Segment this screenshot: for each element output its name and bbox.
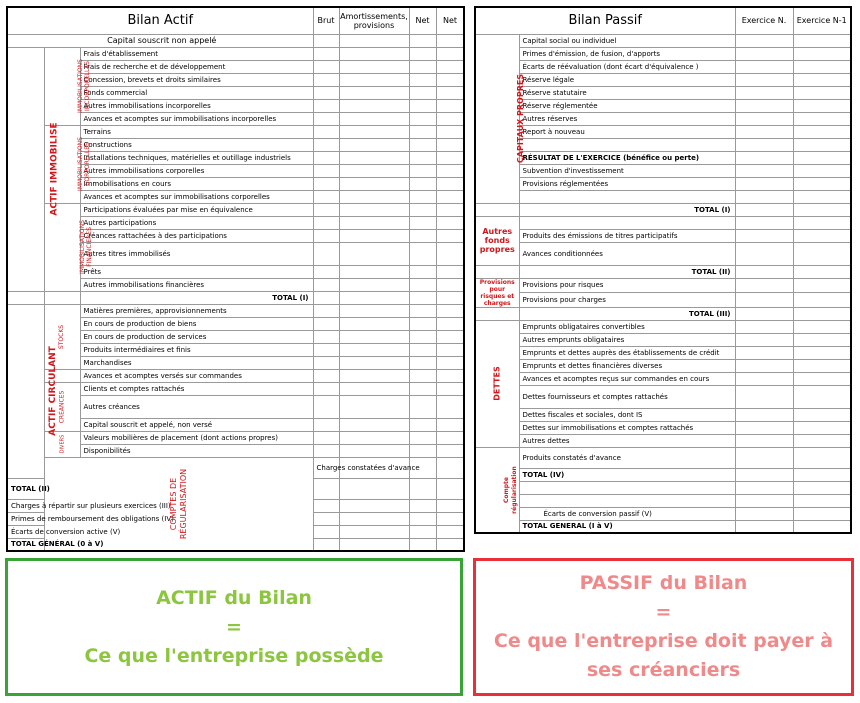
actif-row: Créances rattachées à des participations: [80, 229, 313, 242]
passif-total-3: TOTAL (III): [519, 307, 735, 320]
passif-total-4: TOTAL (IV): [519, 468, 735, 481]
actif-row: Primes de remboursement des obligations (IV): [7, 512, 44, 525]
actif-row: Autres créances: [80, 395, 313, 418]
passif-summary-equals: =: [655, 601, 672, 623]
section-compte-regularisation: Compte régularisation: [475, 447, 519, 533]
section-comptes-regularisation: COMPTES DE RÉGULARISATION: [44, 457, 313, 551]
actif-summary-equals: =: [226, 615, 242, 638]
passif-row: Autres emprunts obligataires: [519, 333, 735, 346]
actif-title: Bilan Actif: [7, 7, 313, 34]
passif-row: Dettes fournisseurs et comptes rattachés: [519, 385, 735, 408]
actif-row: Fonds commercial: [80, 86, 313, 99]
passif-row: Emprunts et dettes auprès des établissements de crédit: [519, 346, 735, 359]
passif-row: Réserve légale: [519, 73, 735, 86]
passif-row: Provisions pour charges: [519, 293, 735, 308]
passif-row: Avances et acomptes reçus sur commandes en cours: [519, 372, 735, 385]
passif-row: Capital social ou individuel: [519, 34, 735, 47]
actif-row: Marchandises: [80, 356, 313, 369]
col-net: Net: [409, 7, 436, 34]
actif-row: Installations techniques, matérielles et outillage industriels: [80, 151, 313, 164]
actif-row: Disponibilités: [80, 444, 313, 457]
sub-stocks: STOCKS: [44, 304, 80, 369]
actif-row: Autres participations: [80, 216, 313, 229]
col-brut: Brut: [313, 7, 339, 34]
actif-row: Produits intermédiaires et finis: [80, 343, 313, 356]
sub-corporelles: IMMOBILISATIONS CORPORELLES: [44, 125, 80, 203]
actif-row: Prêts: [80, 265, 313, 278]
passif-row: Emprunts et dettes financières diverses: [519, 359, 735, 372]
actif-row: Autres immobilisations corporelles: [80, 164, 313, 177]
actif-row: Autres immobilisations incorporelles: [80, 99, 313, 112]
actif-row: Terrains: [80, 125, 313, 138]
passif-row: Produits constatés d'avance: [519, 447, 735, 468]
passif-row: Écarts de réévaluation (dont écart d'équivalence ): [519, 60, 735, 73]
actif-row: Avances et acomptes sur immobilisations incorporelles: [80, 112, 313, 125]
col-net-n1: Net: [436, 7, 464, 34]
passif-row: Produits des émissions de titres participatifs: [519, 229, 735, 242]
sub-financieres: IMMOBILISATIONS FINANCIERES: [44, 203, 80, 291]
passif-row: Dettes fiscales et sociales, dont IS: [519, 408, 735, 421]
actif-row: Participations évaluées par mise en équivalence: [80, 203, 313, 216]
actif-row: Capital souscrit et appelé, non versé: [80, 418, 313, 431]
section-dettes: DETTES: [475, 320, 519, 447]
col-exercice-n: Exercice N.: [735, 7, 793, 34]
passif-summary-title: PASSIF du Bilan: [579, 572, 748, 594]
actif-row: En cours de production de biens: [80, 317, 313, 330]
actif-row: Écarts de conversion active (V): [7, 525, 44, 538]
actif-row: Avances et acomptes versés sur commandes: [80, 369, 313, 382]
actif-row: Autres immobilisations financières: [80, 278, 313, 291]
actif-summary-title: ACTIF du Bilan: [156, 586, 312, 609]
passif-row: Emprunts obligataires convertibles: [519, 320, 735, 333]
section-actif-circulant: ACTIF CIRCULANT: [7, 304, 44, 478]
sub-divers: DIVERS: [44, 431, 80, 457]
passif-summary-box: [473, 558, 854, 696]
actif-summary-box: [5, 558, 463, 696]
passif-row: Dettes sur immobilisations et comptes rattachés: [519, 421, 735, 434]
actif-row: Frais de recherche et de développement: [80, 60, 313, 73]
passif-row: Avances conditionnées: [519, 242, 735, 265]
capital-non-appele: Capital souscrit non appelé: [7, 34, 313, 47]
actif-row: Matières premières, approvisionnements: [80, 304, 313, 317]
passif-row: Réserve statutaire: [519, 86, 735, 99]
passif-resultat: RÉSULTAT DE L'EXERCICE (bénéfice ou perte): [519, 151, 735, 164]
passif-title: Bilan Passif: [475, 7, 735, 34]
col-exercice-n1: Exercice N-1: [793, 7, 851, 34]
section-provisions: Provisions pour risques et charges: [475, 278, 519, 307]
passif-row: Provisions pour risques: [519, 278, 735, 293]
actif-total-2: TOTAL (II): [7, 478, 44, 499]
col-amortissements: Amortissements, provisions: [339, 7, 409, 34]
passif-row: Provisions réglementées: [519, 177, 735, 190]
actif-row: Immobilisations en cours: [80, 177, 313, 190]
actif-row: Autres titres immobilisés: [80, 242, 313, 265]
actif-summary-text: Ce que l'entreprise possède: [84, 644, 384, 667]
bilan-passif-table: [474, 6, 852, 534]
actif-total-general: TOTAL GÉNÉRAL (0 à V): [7, 538, 44, 551]
actif-row: Charges constatées d'avance: [313, 457, 339, 478]
actif-row: Clients et comptes rattachés: [80, 382, 313, 395]
passif-row: Report à nouveau: [519, 125, 735, 138]
passif-row: Autres dettes: [519, 434, 735, 447]
passif-total-1: TOTAL (I): [519, 203, 735, 216]
passif-total-2: TOTAL (II): [519, 265, 735, 278]
sub-incorporelles: IMMOBILISATIONS INCORPORELLES: [44, 47, 80, 125]
passif-total-general: TOTAL GENERAL (I à V): [519, 520, 735, 533]
section-autres-fonds-propres: Autres fonds propres: [475, 216, 519, 265]
actif-row: Constructions: [80, 138, 313, 151]
actif-total-1: TOTAL (I): [80, 291, 313, 304]
passif-ecarts-conversion: Écarts de conversion passif (V): [519, 507, 735, 520]
actif-row: Concession, brevets et droits similaires: [80, 73, 313, 86]
actif-row: En cours de production de services: [80, 330, 313, 343]
passif-row: Autres réserves: [519, 112, 735, 125]
actif-row: Charges à répartir sur plusieurs exercices (III): [7, 499, 44, 512]
actif-row: Avances et acomptes sur immobilisations corporelles: [80, 190, 313, 203]
actif-row: Valeurs mobilières de placement (dont actions propres): [80, 431, 313, 444]
passif-row: Subvention d'investissement: [519, 164, 735, 177]
sub-creances: CRÉANCES: [44, 382, 80, 431]
actif-row: Frais d'établissement: [80, 47, 313, 60]
passif-row: Réserve réglementée: [519, 99, 735, 112]
section-actif-immobilise: ACTIF IMMOBILISE: [7, 47, 44, 291]
section-capitaux-propres: CAPITAUX PROPRES: [475, 34, 519, 203]
passif-row: Primes d'émission, de fusion, d'apports: [519, 47, 735, 60]
passif-summary-text: Ce que l'entreprise doit payer à ses créanciers: [493, 630, 834, 681]
bilan-actif-table: [6, 6, 465, 552]
